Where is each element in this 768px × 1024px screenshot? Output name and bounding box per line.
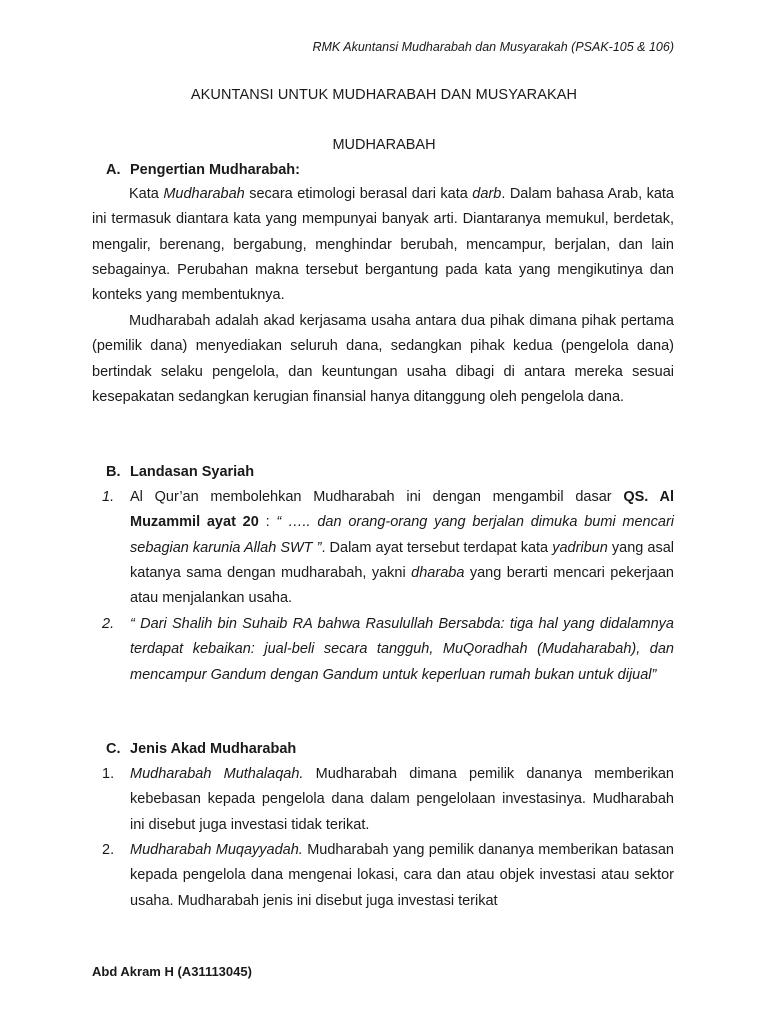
text-run: Kata [129, 186, 164, 202]
text-run: yang asal katanya sama dengan mudharabah, yakni [130, 539, 674, 581]
italic-term: darb [472, 186, 502, 202]
section-a-paragraph-1 [92, 182, 674, 308]
text-run: Al Qur’an membolehkan Mudharabah ini dengan mengambil dasar [130, 489, 624, 505]
page-footer-author: Abd Akram H (A31113045) [92, 964, 252, 979]
text-run: Mudharabah dimana pemilik dananya memberikan kebebasan kepada pengelola dana dalam pengelolaan investasinya. Mudharabah ini disebut juga investasi tidak terikat. [130, 766, 674, 833]
section-c-heading [106, 741, 296, 757]
italic-term: Mudharabah [163, 186, 245, 202]
list-item [102, 612, 674, 688]
italic-term: Mudharabah Muthalaqah. [130, 766, 304, 782]
list-item-body [130, 762, 674, 838]
section-b-heading [106, 464, 254, 480]
section-a-title: Pengertian Mudharabah: [130, 162, 300, 178]
section-subtitle: MUDHARABAH [332, 137, 436, 153]
page-header: RMK Akuntansi Mudharabah dan Musyarakah (PSAK-105 & 106) [312, 40, 674, 54]
section-c-label: C. [106, 741, 121, 757]
list-item [102, 838, 674, 914]
list-item [102, 485, 674, 611]
text-run: yang berarti mencari pekerjaan atau menjalankan usaha. [130, 564, 674, 607]
section-c-title: Jenis Akad Mudharabah [130, 741, 297, 757]
italic-term: Mudharabah Muqayyadah. [130, 842, 303, 858]
document-title: AKUNTANSI UNTUK MUDHARABAH DAN MUSYARAKAH [190, 87, 578, 103]
text-run: . Dalam bahasa Arab, kata ini termasuk diantara kata yang mempunyai banyak arti. Diantaranya memukul, berdetak, mengalir, berenang, bergabung, menghindar berubah, mencampur, berjalan, dan lain sebagainya. Perubahan makna tersebut bergantung pada kata yang mengikutinya dan konteks yang membentuknya. [92, 186, 674, 304]
list-number: 1. [102, 489, 115, 505]
section-b-title: Landasan Syariah [130, 464, 255, 480]
section-a-paragraph-2: Mudharabah adalah akad kerjasama usaha antara dua pihak dimana pihak pertama (pemilik dana) menyediakan seluruh dana, sedangkan pihak kedua (pengelola dana) bertindak selaku pengelola, dan keuntungan usaha dibagi di antara mereka sesuai kesepakatan sedangkan kerugian finansial hanya ditanggung oleh pengelola dana. [92, 313, 674, 405]
italic-term: dharaba [411, 564, 465, 581]
list-number: 2. [102, 616, 115, 632]
list-number: 1. [102, 766, 115, 782]
list-item-body [130, 485, 674, 611]
bold-reference: QS. Al Muzammil ayat 20 [130, 489, 674, 531]
list-number: 2. [102, 842, 115, 858]
list-item-body: “ Dari Shalih bin Suhaib RA bahwa Rasulullah Bersabda: tiga hal yang didalamnya terdapat kebaikan: jual-beli secara tangguh, MuQoradhah (Mudaharabah), dan mencampur Gandum dengan Gandum untuk keperluan rumah bukan untuk dijual” [130, 616, 674, 683]
list-item [102, 762, 674, 838]
text-run: secara etimologi berasal dari kata [244, 186, 473, 202]
section-b-label: B. [106, 464, 121, 480]
quote-text: “ ….. dan orang-orang yang berjalan dimuka bumi mencari sebagian karunia Allah SWT ” [130, 514, 674, 556]
text-run: Mudharabah yang pemilik dananya memberikan batasan kepada pengelola dana mengenai lokasi, cara dan atau objek investasi atau sektor usaha. Mudharabah jenis ini disebut juga investasi terikat [130, 842, 674, 909]
italic-term: yadribun [552, 539, 608, 556]
text-run: . Dalam ayat tersebut terdapat kata [321, 539, 553, 556]
section-a-heading [106, 162, 300, 178]
list-item-body [130, 838, 674, 914]
text-run: : [258, 514, 277, 531]
section-a-label: A. [106, 162, 121, 178]
